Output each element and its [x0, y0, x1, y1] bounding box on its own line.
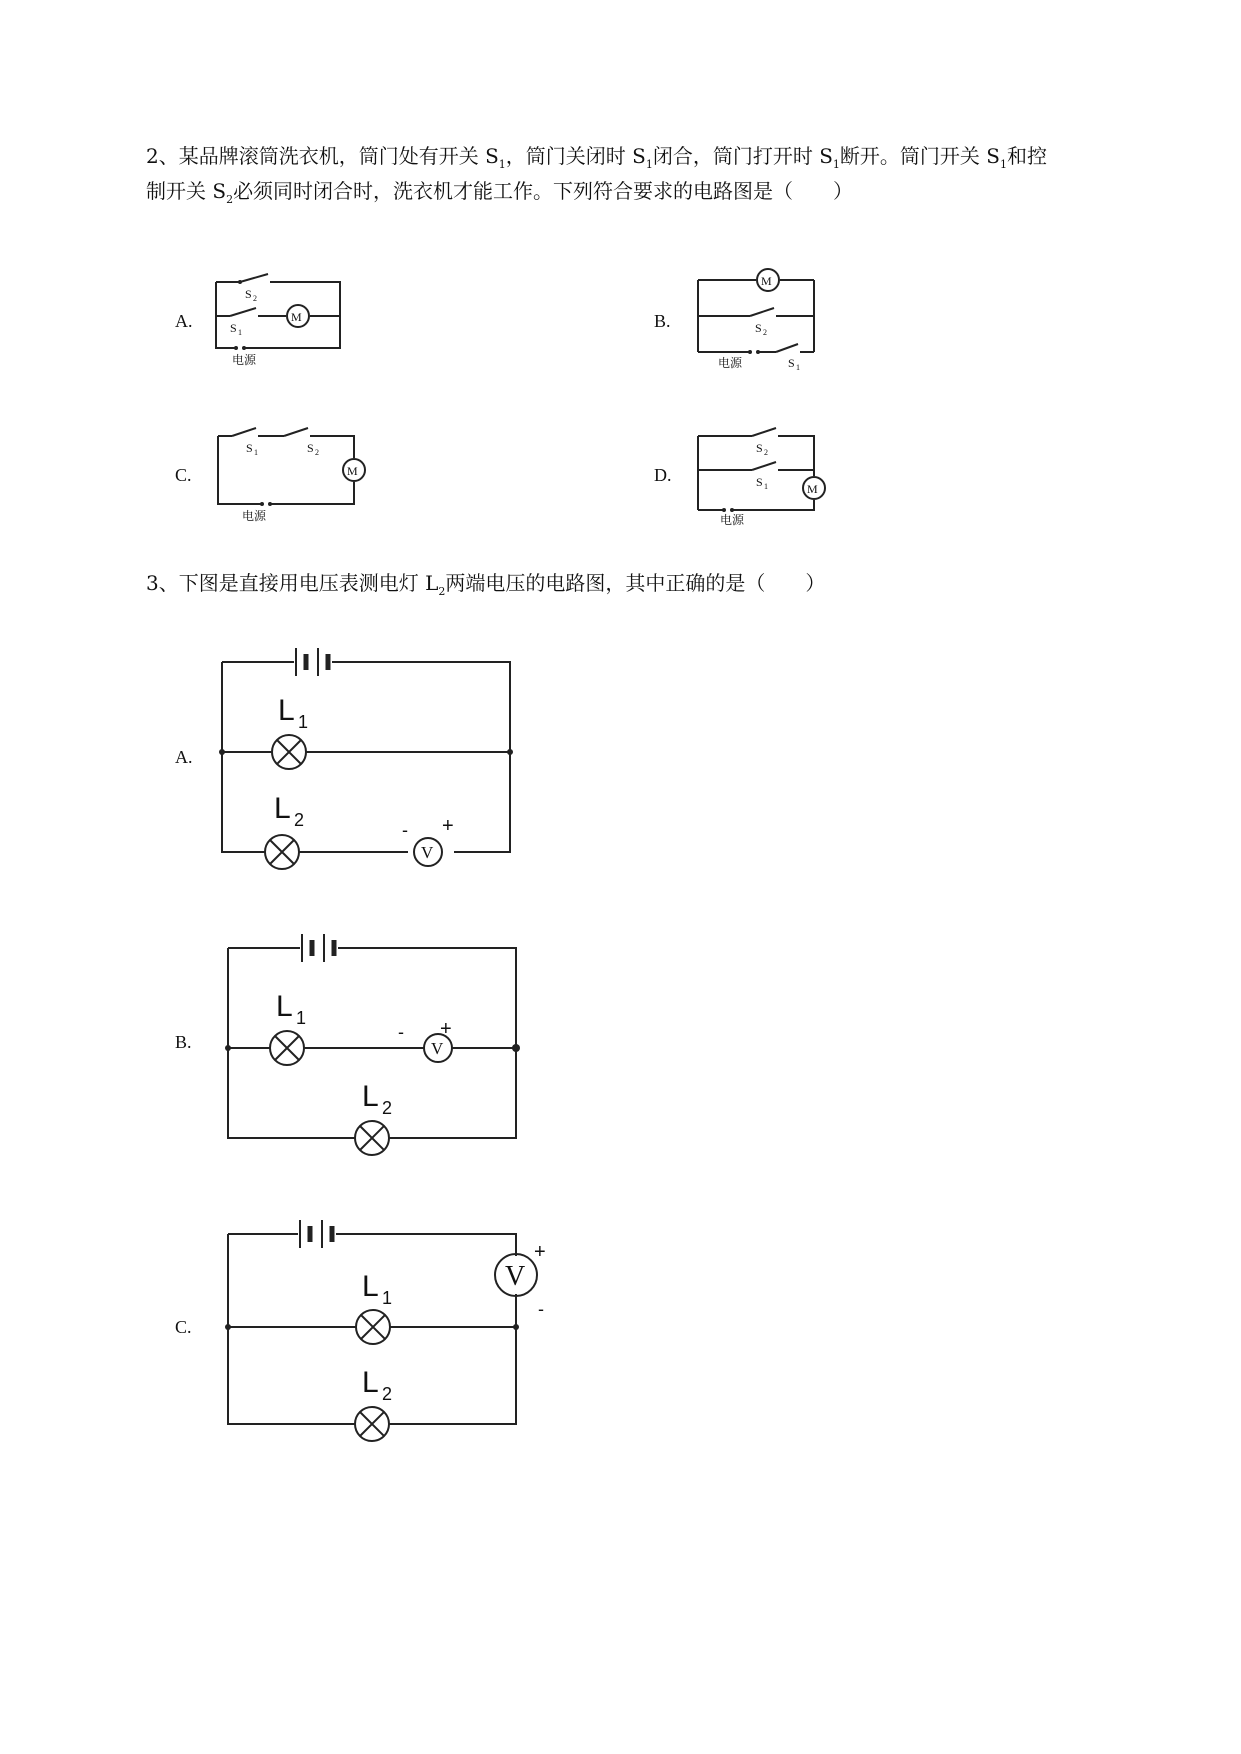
- voltmeter-label: V: [505, 1261, 526, 1292]
- power-label: 电源: [232, 353, 257, 367]
- question-3-line: 3、下图是直接用电压表测电灯 $L_2$两端电压的电路图，其中正确的是（ ）: [146, 571, 826, 598]
- q2-circuit-c: [212, 424, 362, 524]
- subscript: 1: [296, 1008, 307, 1028]
- motor-label: M: [291, 310, 302, 324]
- subscript: 2: [315, 448, 319, 457]
- polarity-label: +: [442, 815, 454, 837]
- q2-circuit-b: [692, 268, 827, 372]
- power-label: 电源: [718, 356, 743, 370]
- switch-label: S: [756, 475, 763, 489]
- motor-label: M: [761, 274, 772, 288]
- subscript: 2: [382, 1384, 393, 1404]
- subscript: 2: [382, 1098, 393, 1118]
- polarity-label: -: [538, 1299, 544, 1319]
- lamp-label: L: [278, 694, 295, 727]
- q2-option-b-label: B.: [654, 311, 671, 331]
- q3-option-a-label: A.: [175, 747, 193, 767]
- q3-circuit-a: [210, 640, 530, 880]
- subscript: 2: [253, 294, 257, 303]
- polarity-label: +: [440, 1018, 452, 1040]
- switch-label: S: [230, 321, 237, 335]
- switch-label: S: [245, 287, 252, 301]
- power-label: 电源: [720, 513, 745, 527]
- switch-label: S: [755, 321, 762, 335]
- voltmeter-label: V: [431, 1039, 444, 1058]
- motor-label: M: [347, 464, 358, 478]
- subscript: 1: [764, 482, 768, 491]
- switch-label: S: [307, 441, 314, 455]
- subscript: 1: [298, 712, 309, 732]
- q2-circuit-a: [210, 268, 345, 368]
- q3-option-b-label: B.: [175, 1032, 192, 1052]
- subscript: 2: [764, 448, 768, 457]
- subscript: 1: [382, 1288, 393, 1308]
- q2-option-c-label: C.: [175, 465, 192, 485]
- motor-label: M: [807, 482, 818, 496]
- q3-circuit-c: [216, 1212, 556, 1462]
- subscript: 1: [796, 363, 800, 372]
- lamp-label: L: [362, 1080, 379, 1113]
- subscript: 2: [763, 328, 767, 337]
- power-label: 电源: [242, 509, 267, 523]
- polarity-label: -: [398, 1022, 404, 1042]
- q2-circuit-d: [692, 424, 842, 527]
- voltmeter-label: V: [421, 843, 434, 862]
- question-2-line-1: 2、某品牌滚筒洗衣机，筒门处有开关 $S_1$，筒门关闭时 $S_1$闭合，筒门打开时 $S_1$断开。筒门开关 $S_1$和控: [146, 144, 1047, 171]
- lamp-label: L: [276, 990, 293, 1023]
- polarity-label: +: [534, 1241, 546, 1263]
- question-2-line-2: 制开关 $S_2$必须同时闭合时，洗衣机才能工作。下列符合要求的电路图是（ ）: [146, 179, 854, 206]
- polarity-label: -: [402, 820, 408, 840]
- q3-option-c-label: C.: [175, 1317, 192, 1337]
- switch-label: S: [246, 441, 253, 455]
- q3-circuit-b: [216, 926, 536, 1166]
- lamp-label: L: [362, 1270, 379, 1303]
- switch-label: S: [788, 356, 795, 370]
- subscript: 1: [238, 328, 242, 337]
- subscript: 2: [294, 810, 305, 830]
- lamp-label: L: [274, 792, 291, 825]
- switch-label: S: [756, 441, 763, 455]
- lamp-label: L: [362, 1366, 379, 1399]
- subscript: 1: [254, 448, 258, 457]
- q2-option-d-label: D.: [654, 465, 672, 485]
- q2-option-a-label: A.: [175, 311, 193, 331]
